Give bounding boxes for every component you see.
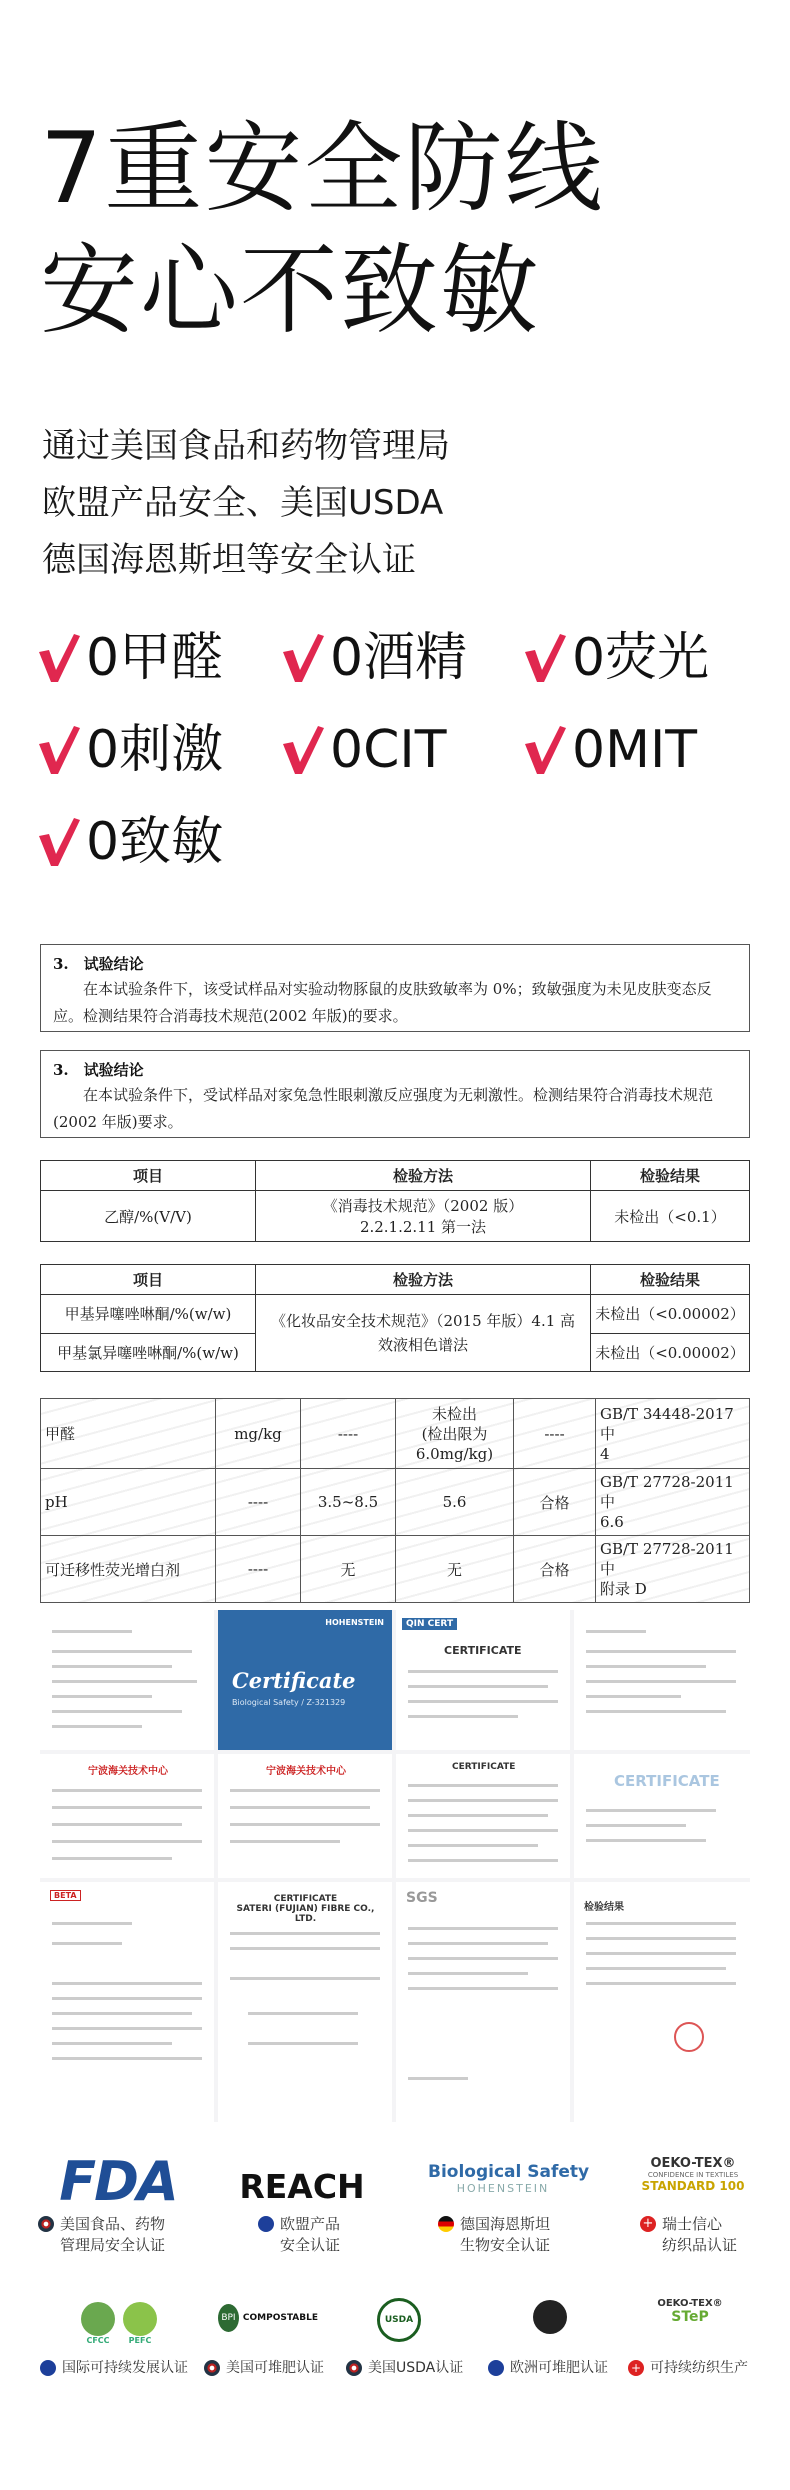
table-cell-method: 《化妆品安全技术规范》（2015 年版）4.1 高效液相色谱法 (256, 1295, 591, 1372)
caption-line: 德国海恩斯坦 (460, 2215, 551, 2233)
subtitle (42, 418, 450, 589)
table-header: 检验结果 (591, 1265, 750, 1295)
table-cell-item: 甲基氯异噻唑啉酮/%(w/w) (41, 1333, 256, 1372)
table-header: 检验方法 (256, 1161, 591, 1191)
check-label: 0荧光 (572, 628, 710, 688)
caption-cfcc (40, 2358, 188, 2379)
certificate-collage (40, 1610, 750, 2122)
method-line: 2.2.1.2.11 第一法 (359, 1218, 487, 1236)
subtitle-line-2: 欧盟产品安全、美国USDA (42, 483, 444, 523)
table-cell: 未检出 (检出限为 6.0mg/kg) (396, 1399, 514, 1469)
usda-logo (374, 2298, 424, 2342)
cfcc-logo (78, 2302, 118, 2345)
certificate-image-biological (218, 1610, 392, 1750)
caption-line: 安全认证 (280, 2236, 341, 2254)
check-item-formaldehyde (36, 628, 223, 688)
table-header: 项目 (41, 1161, 256, 1191)
caption-line: 美国食品、药物 (60, 2215, 166, 2233)
hero-line-1: 7重安全防线 (40, 112, 605, 226)
fda-mark: FDA (59, 2150, 177, 2213)
check-icon (36, 722, 82, 778)
cert-title: CERTIFICATE SATERI (FUJIAN) FIBRE CO., LTD. (236, 1894, 375, 1924)
table-cell: pH (41, 1469, 216, 1536)
bio-mark: Biological Safety (428, 2162, 590, 2182)
check-label: 0刺激 (86, 720, 224, 780)
oeko-mark: OEKO-TEX® (650, 2156, 736, 2171)
caption-reach (258, 2214, 340, 2256)
certificate-image (40, 1610, 214, 1750)
caption-line: 美国USDA认证 (368, 2360, 464, 2376)
certificate-image (396, 1610, 570, 1750)
caption-line: 欧盟产品 (280, 2215, 341, 2233)
hero-title (40, 108, 604, 352)
caption-fda (38, 2214, 165, 2256)
cert-brand: HOHENSTEIN (325, 1618, 384, 1627)
check-icon (522, 722, 568, 778)
certificate-image: BETA (40, 1882, 214, 2122)
table-cell: GB/T 27728-2011 中 附录 D (596, 1536, 750, 1603)
cert-title: 宁波海关技术中心 (88, 1766, 168, 1777)
oeko-step-mark: OEKO-TEX® (657, 2298, 723, 2309)
reach-mark: REACH (239, 2167, 365, 2206)
table-cell: ---- (216, 1536, 301, 1603)
table-cell: 可迁移性荧光增白剂 (41, 1536, 216, 1603)
oeko-step-sub: STeP (671, 2309, 709, 2325)
ethanol-test-table (40, 1160, 750, 1242)
caption-biological (438, 2214, 550, 2256)
oeko-tex-standard-logo (628, 2156, 758, 2193)
us-flag-icon (204, 2360, 220, 2376)
table-cell-item: 甲基异噻唑啉酮/%(w/w) (41, 1295, 256, 1334)
report-body: 在本试验条件下，受试样品对家兔急性眼刺激反应强度为无刺激性。检测结果符合消毒技术规范(2002 年版)要求。 (53, 1086, 714, 1131)
table-cell: ---- (216, 1469, 301, 1536)
check-label: 0酒精 (330, 628, 468, 688)
caption-eu-compost (488, 2358, 608, 2379)
bio-sub: HOHENSTEIN (456, 2182, 550, 2195)
check-item-fluorescent (522, 628, 709, 688)
certificate-image-sgs (396, 1882, 570, 2122)
check-icon (280, 722, 326, 778)
textile-test-table (40, 1398, 750, 1603)
table-cell-method (256, 1191, 591, 1242)
check-label: 0甲醛 (86, 628, 224, 688)
certificate-image (40, 1754, 214, 1878)
table-cell: 无 (396, 1536, 514, 1603)
subtitle-line-1: 通过美国食品和药物管理局 (42, 426, 450, 466)
table-cell: ---- (514, 1399, 596, 1469)
cert-title: CERTIFICATE (444, 1644, 522, 1657)
pefc-mark: PEFC (128, 2336, 152, 2345)
report-eye-irritation (40, 1050, 750, 1138)
table-cell-result: 未检出（<0.00002） (591, 1333, 750, 1372)
certificate-image (574, 1754, 750, 1878)
cert-brand: SGS (406, 1890, 438, 1906)
caption-line: 生物安全认证 (460, 2236, 551, 2254)
eu-compost-logo (530, 2300, 570, 2334)
us-flag-icon (346, 2360, 362, 2376)
hero-line-2: 安心不致敏 (40, 234, 541, 348)
report-body: 在本试验条件下，该受试样品对实验动物豚鼠的皮肤致敏率为 0%；致敏强度为未见皮肤变态反应。检测结果符合消毒技术规范(2002 年版)的要求。 (53, 980, 712, 1025)
report-heading: 3. 试验结论 (53, 1061, 144, 1079)
check-icon (36, 814, 82, 870)
table-cell: 甲醛 (41, 1399, 216, 1469)
caption-line: 欧洲可堆肥认证 (510, 2360, 608, 2376)
table-cell: GB/T 27728-2011 中 6.6 (596, 1469, 750, 1536)
caption-line: 美国可堆肥认证 (226, 2360, 324, 2376)
cert-title: CERTIFICATE (614, 1772, 720, 1790)
de-flag-icon (438, 2216, 454, 2232)
bpi-compostable-logo (218, 2304, 318, 2332)
caption-bpi (204, 2358, 324, 2379)
table-cell: 3.5~8.5 (301, 1469, 396, 1536)
check-item-cit (280, 720, 447, 780)
cert-subtitle: Biological Safety / Z-321329 (232, 1698, 346, 1707)
check-item-allergy (36, 812, 223, 872)
table-cell-result: 未检出（<0.00002） (591, 1295, 750, 1334)
caption-line: 管理局安全认证 (60, 2236, 166, 2254)
caption-usda (346, 2358, 463, 2379)
pefc-logo (120, 2302, 160, 2345)
biological-safety-logo (428, 2162, 590, 2195)
ch-flag-icon: + (640, 2216, 656, 2232)
caption-line: 可持续纺织生产 (650, 2360, 748, 2376)
check-item-alcohol (280, 628, 467, 688)
table-header: 项目 (41, 1265, 256, 1295)
check-icon (522, 630, 568, 686)
oeko-tex-step-logo (640, 2298, 740, 2325)
table-cell-item: 乙醇/%(V/V) (41, 1191, 256, 1242)
eu-flag-icon (258, 2216, 274, 2232)
caption-line: 纺织品认证 (662, 2236, 738, 2254)
us-flag-icon (38, 2216, 54, 2232)
table-cell-result: 未检出（<0.1） (591, 1191, 750, 1242)
check-label: 0致敏 (86, 812, 224, 872)
certificate-image-satieri (218, 1882, 392, 2122)
caption-line: 国际可持续发展认证 (62, 2360, 188, 2376)
check-item-irritation (36, 720, 223, 780)
caption-line: 瑞士信心 (662, 2215, 723, 2233)
usda-mark: USDA (377, 2298, 421, 2342)
report-heading: 3. 试验结论 (53, 955, 144, 973)
compostable-mark: COMPOSTABLE (242, 2313, 318, 2323)
check-label: 0MIT (572, 720, 698, 780)
table-header: 检验结果 (591, 1161, 750, 1191)
table-cell: mg/kg (216, 1399, 301, 1469)
cert-title: 检验结果 (584, 1902, 624, 1913)
cert-title: CERTIFICATE (452, 1762, 516, 1772)
cert-brand: QIN CERT (402, 1618, 457, 1630)
oeko-sub: CONFIDENCE IN TEXTILES (647, 2171, 739, 2179)
certificate-image (574, 1610, 750, 1750)
method-line: 《消毒技术规范》（2002 版） (322, 1197, 524, 1215)
table-cell: ---- (301, 1399, 396, 1469)
check-label: 0CIT (330, 720, 447, 780)
certificate-image (574, 1882, 750, 2122)
table-cell: 合格 (514, 1469, 596, 1536)
caption-oeko (640, 2214, 737, 2256)
isothiazolinone-test-table (40, 1264, 750, 1372)
ch-flag-icon: + (628, 2360, 644, 2376)
globe-icon (40, 2360, 56, 2376)
check-item-mit (522, 720, 697, 780)
caption-step (628, 2358, 748, 2379)
reach-logo (232, 2168, 372, 2206)
check-icon (280, 630, 326, 686)
fda-logo (58, 2150, 178, 2213)
check-icon (36, 630, 82, 686)
cert-title: 宁波海关技术中心 (266, 1766, 346, 1777)
report-skin-sensitization (40, 944, 750, 1032)
table-cell: GB/T 34448-2017 中 4 (596, 1399, 750, 1469)
table-cell: 合格 (514, 1536, 596, 1603)
certificate-image (396, 1754, 570, 1878)
cfcc-mark: CFCC (86, 2336, 110, 2345)
table-cell: 5.6 (396, 1469, 514, 1536)
table-cell: 无 (301, 1536, 396, 1603)
cert-title: Certificate (232, 1668, 356, 1693)
bpi-mark: BPI (218, 2304, 239, 2332)
oeko-standard: STANDARD 100 (641, 2179, 745, 2193)
subtitle-line-3: 德国海恩斯坦等安全认证 (42, 540, 416, 580)
certificate-image (218, 1754, 392, 1878)
eu-flag-icon (488, 2360, 504, 2376)
table-header: 检验方法 (256, 1265, 591, 1295)
